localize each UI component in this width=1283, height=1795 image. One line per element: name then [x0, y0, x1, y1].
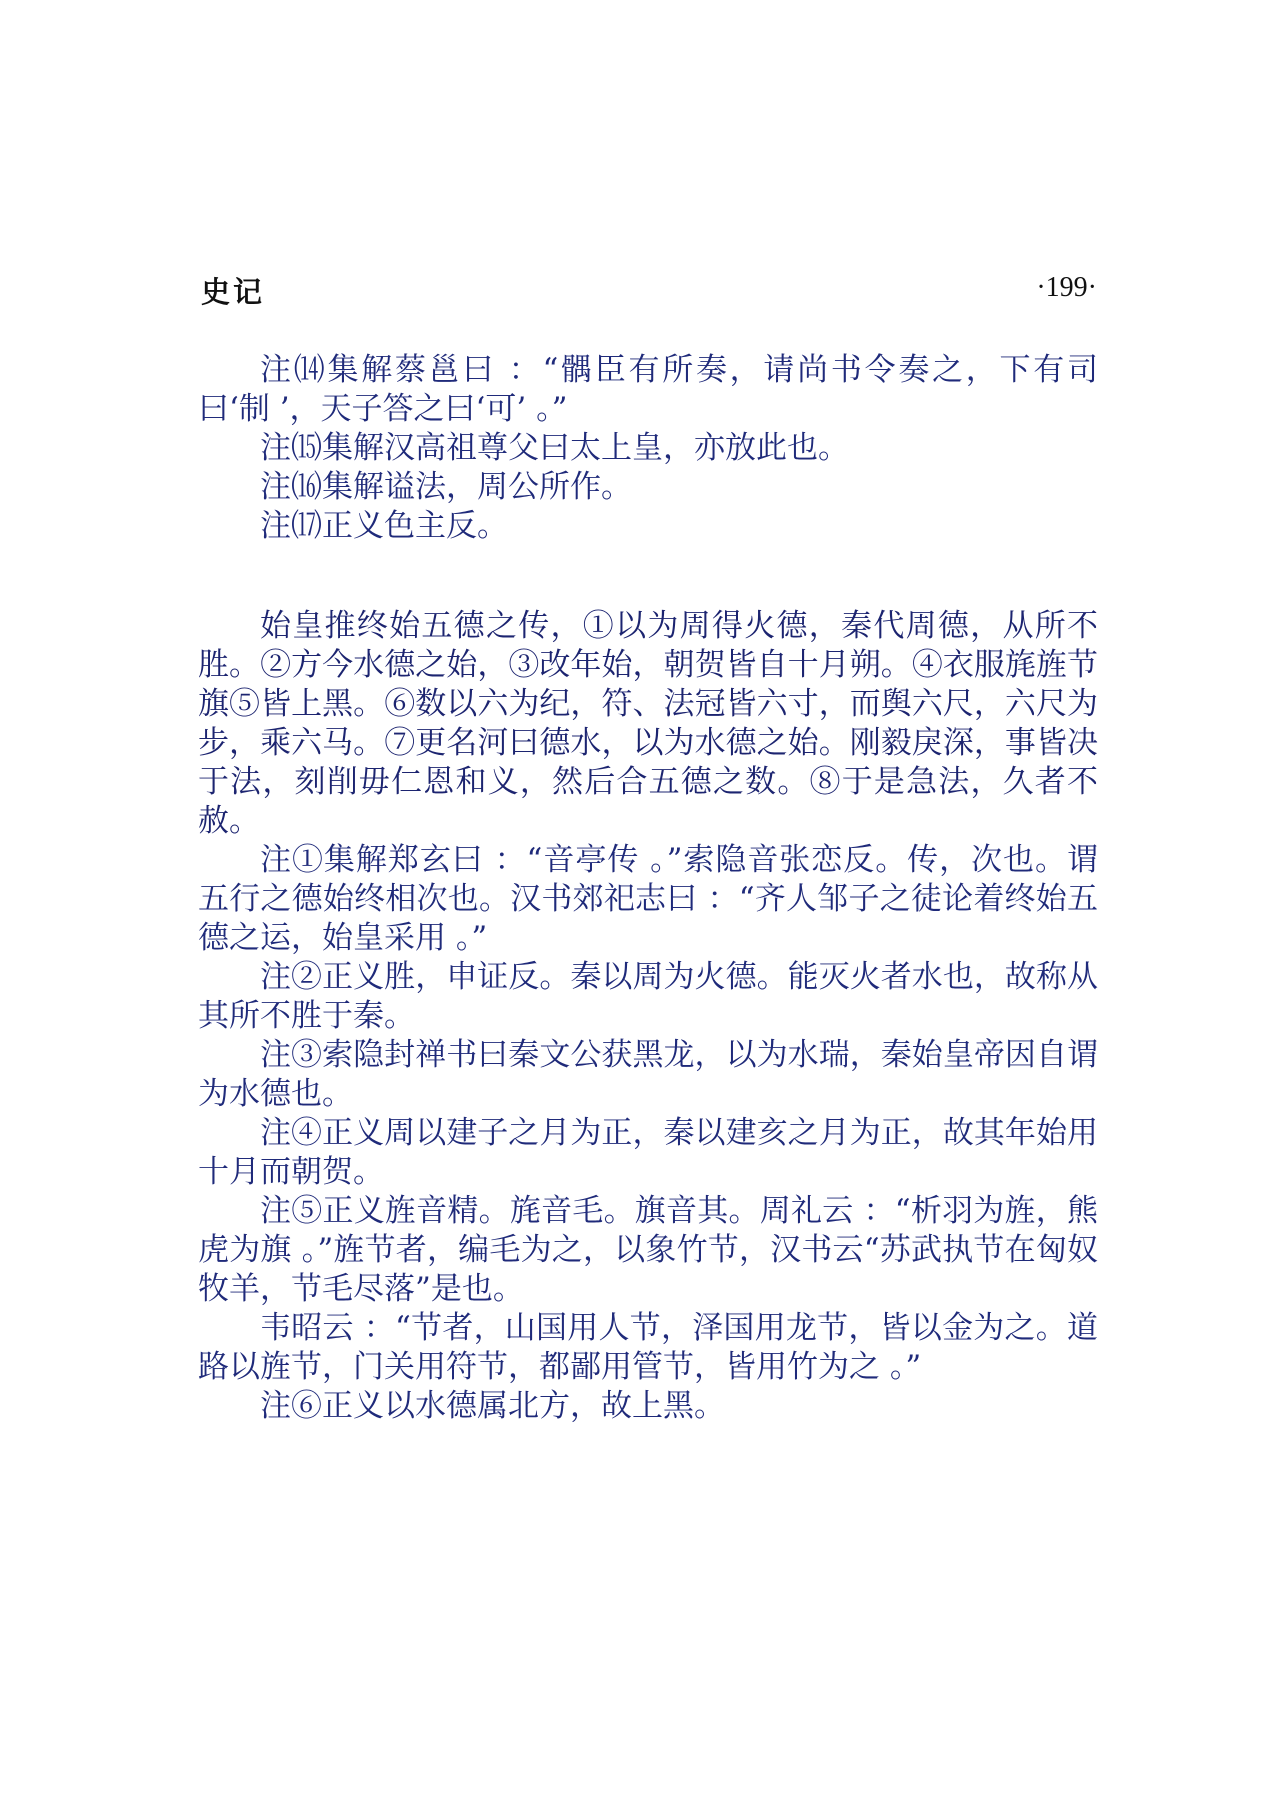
note-paragraph: 注⒂集解汉高祖尊父曰太上皇，亦放此也。 [260, 430, 849, 466]
note-paragraph: 注⑥正义以水德属北方，故上黑。 [260, 1388, 725, 1424]
note-paragraph: 注④正义周以建子之月为正，秦以建亥之月为正，故其年始用十月而朝贺。 [198, 1115, 1098, 1190]
note-paragraph: 注⒄正义色主反。 [260, 508, 508, 544]
page-number: ·199· [1036, 272, 1097, 303]
main-paragraph: 始皇推终始五德之传，①以为周得火德，秦代周德，从所不胜。②方今水德之始，③改年始，朝贺皆自十月朔。④衣服旄旌节旗⑤皆上黑。⑥数以六为纪，符、法冠皆六寸，而舆六尺，六尺为步，乘六马。⑦更名河曰德水，以为水德之始。刚毅戾深，事皆决于法，刻削毋仁恩和义，然后合五德之数。⑧于是急法，久者不赦。 [198, 608, 1098, 839]
note-paragraph: 注⒁集解蔡邕曰 ：“髃臣有所奏，请尚书令奏之，下有司曰‘制 ’，天子答之曰‘可’ 。” [198, 352, 1098, 427]
notes-top-block [198, 351, 1098, 546]
note-paragraph: 注②正义胜，申证反。秦以周为火德。能灭火者水也，故称从其所不胜于秦。 [198, 959, 1098, 1034]
running-header-title: 史记 [201, 275, 266, 309]
note-paragraph: 注①集解郑玄曰 ：“音亭传 。”索隐音张恋反。传，次也。谓五行之德始终相次也。汉书郊祀志曰 ：“齐人邹子之徒论着终始五德之运，始皇采用 。” [198, 842, 1098, 956]
note-paragraph: 注③索隐封禅书曰秦文公获黑龙，以为水瑞，秦始皇帝因自谓为水德也。 [198, 1037, 1098, 1112]
note-paragraph: 韦昭云 ：“节者，山国用人节，泽国用龙节，皆以金为之。道路以旌节，门关用符节，都鄙用管节，皆用竹为之 。” [198, 1310, 1098, 1385]
note-paragraph: 注⑤正义旌音精。旄音毛。旗音其。周礼云 ：“析羽为旌，熊虎为旗 。”旌节者，编毛为之，以象竹节，汉书云“苏武执节在匈奴牧羊，节毛尽落”是也。 [198, 1193, 1098, 1307]
main-text-block [198, 607, 1098, 1426]
note-paragraph: 注⒃集解谥法，周公所作。 [260, 469, 632, 505]
